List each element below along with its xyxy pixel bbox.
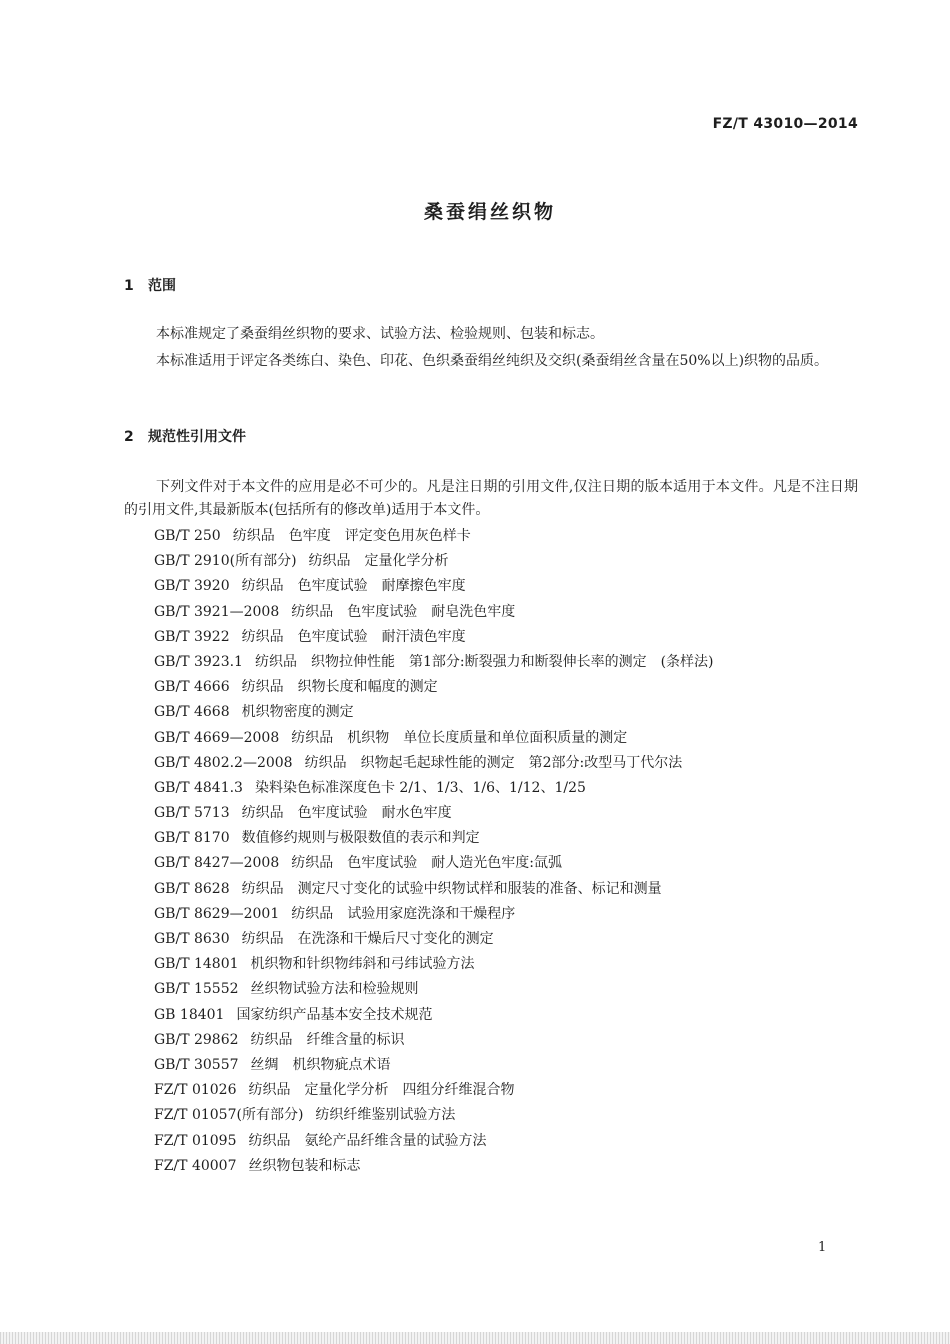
reference-code: GB/T 8170 (154, 830, 230, 847)
reference-code: GB/T 3920 (154, 578, 230, 595)
reference-code: FZ/T 40007 (154, 1157, 237, 1174)
reference-title: 纺织品 色牢度 评定变色用灰色样卡 (232, 528, 471, 544)
reference-code: GB/T 4668 (154, 704, 230, 721)
reference-title: 丝织物试验方法和检验规则 (250, 981, 419, 998)
section-1-heading (124, 275, 176, 295)
reference-code: FZ/T 01057(所有部分) (154, 1107, 304, 1124)
reference-title: 国家纺织产品基本安全技术规范 (236, 1006, 433, 1023)
normative-references-intro: 下列文件对于本文件的应用是必不可少的。凡是注日期的引用文件,仅注日期的版本适用于本文件。凡是不注日期的引用文件,其最新版本(包括所有的修改单)适用于本文件。 (124, 479, 858, 518)
reference-item (154, 801, 714, 826)
scope-paragraph-2: 本标准适用于评定各类练白、染色、印花、色织桑蚕绢丝纯织及交织(桑蚕绢丝含量在50%以上)织物的品质。 (156, 353, 829, 369)
section-number: 2 (124, 429, 134, 445)
section-2-heading (124, 426, 246, 446)
reference-title: 纺织品 定量化学分析 四组分纤维混合物 (248, 1082, 515, 1099)
reference-code: GB 18401 (154, 1006, 225, 1023)
reference-code: GB/T 2910(所有部分) (154, 553, 297, 570)
reference-title: 丝绸 机织物疵点术语 (250, 1056, 391, 1073)
reference-code: GB/T 14801 (154, 956, 239, 973)
reference-title: 纺织品 织物拉伸性能 第1部分:断裂强力和断裂伸长率的测定 (条样法) (254, 653, 714, 670)
reference-code: FZ/T 01095 (154, 1132, 237, 1149)
scope-paragraph-1: 本标准规定了桑蚕绢丝织物的要求、试验方法、检验规则、包装和标志。 (156, 326, 604, 342)
reference-code: GB/T 4802.2—2008 (154, 754, 293, 771)
document-title: 桑蚕绢丝织物 (423, 201, 556, 223)
section-title: 规范性引用文件 (148, 429, 246, 445)
reference-title: 纺织品 色牢度试验 耐摩擦色牢度 (241, 578, 466, 595)
reference-code: GB/T 3923.1 (154, 653, 243, 670)
reference-item (154, 1078, 714, 1103)
reference-title: 纺织品 在洗涤和干燥后尺寸变化的测定 (241, 931, 494, 947)
reference-title: 纺织品 色牢度试验 耐皂洗色牢度 (291, 603, 516, 620)
reference-item (154, 851, 714, 876)
reference-title: 纺织品 织物起毛起球性能的测定 第2部分:改型马丁代尔法 (304, 754, 683, 771)
reference-item (154, 751, 714, 776)
reference-item (154, 877, 714, 902)
reference-item (154, 574, 714, 599)
reference-item (154, 650, 714, 675)
reference-item (154, 1103, 714, 1128)
reference-title: 纺织品 试验用家庭洗涤和干燥程序 (291, 905, 516, 922)
reference-item (154, 776, 714, 801)
reference-title: 纺织品 色牢度试验 耐汗渍色牢度 (241, 628, 466, 645)
reference-title: 纺织品 测定尺寸变化的试验中织物试样和服装的准备、标记和测量 (241, 880, 662, 897)
reference-item (154, 977, 714, 1002)
reference-code: GB/T 15552 (154, 981, 239, 998)
reference-title: 纺织品 色牢度试验 耐水色牢度 (241, 805, 452, 822)
reference-title: 机织物密度的测定 (241, 704, 354, 721)
section-title: 范围 (148, 278, 176, 294)
reference-item (154, 524, 714, 549)
reference-item (154, 1003, 714, 1028)
reference-item (154, 549, 714, 574)
reference-code: GB/T 8628 (154, 880, 230, 897)
reference-item (154, 625, 714, 650)
reference-code: GB/T 4669—2008 (154, 729, 280, 746)
reference-item (154, 700, 714, 725)
reference-title: 纺织品 色牢度试验 耐人造光色牢度:氙弧 (291, 855, 562, 872)
reference-item (154, 1053, 714, 1078)
reference-item (154, 1028, 714, 1053)
reference-item (154, 927, 714, 952)
section-number: 1 (124, 278, 134, 294)
reference-code: GB/T 4666 (154, 679, 230, 696)
reference-list (154, 524, 714, 1179)
standard-code: FZ/T 43010—2014 (712, 116, 858, 132)
reference-title: 丝织物包装和标志 (248, 1157, 361, 1174)
reference-item (154, 600, 714, 625)
reference-code: GB/T 8629—2001 (154, 905, 280, 922)
reference-title: 纺织品 氨纶产品纤维含量的试验方法 (248, 1132, 487, 1149)
reference-code: GB/T 8630 (154, 931, 230, 947)
reference-code: GB/T 4841.3 (154, 779, 243, 796)
page-number: 1 (818, 1240, 827, 1255)
reference-title: 纺织品 机织物 单位长度质量和单位面积质量的测定 (291, 729, 628, 746)
reference-title: 机织物和针织物纬斜和弓纬试验方法 (250, 956, 475, 973)
reference-item (154, 726, 714, 751)
reference-code: GB/T 3921—2008 (154, 603, 280, 620)
reference-title: 染料染色标准深度色卡 2/1、1/3、1/6、1/12、1/25 (254, 779, 586, 796)
reference-code: GB/T 250 (154, 528, 221, 544)
reference-item (154, 826, 714, 851)
reference-code: GB/T 8427—2008 (154, 855, 280, 872)
reference-item (154, 1154, 714, 1179)
reference-title: 纺织纤维鉴别试验方法 (315, 1107, 456, 1124)
reference-title: 数值修约规则与极限数值的表示和判定 (241, 830, 480, 847)
reference-title: 纺织品 纤维含量的标识 (250, 1031, 405, 1048)
scan-edge-strip (0, 1332, 950, 1344)
reference-code: GB/T 30557 (154, 1056, 239, 1073)
reference-code: GB/T 29862 (154, 1031, 239, 1048)
reference-title: 纺织品 织物长度和幅度的测定 (241, 679, 438, 696)
reference-item (154, 952, 714, 977)
reference-code: FZ/T 01026 (154, 1082, 237, 1099)
reference-title: 纺织品 定量化学分析 (308, 553, 449, 570)
reference-code: GB/T 3922 (154, 628, 230, 645)
reference-code: GB/T 5713 (154, 805, 230, 822)
reference-item (154, 902, 714, 927)
reference-item (154, 1129, 714, 1154)
reference-item (154, 675, 714, 700)
